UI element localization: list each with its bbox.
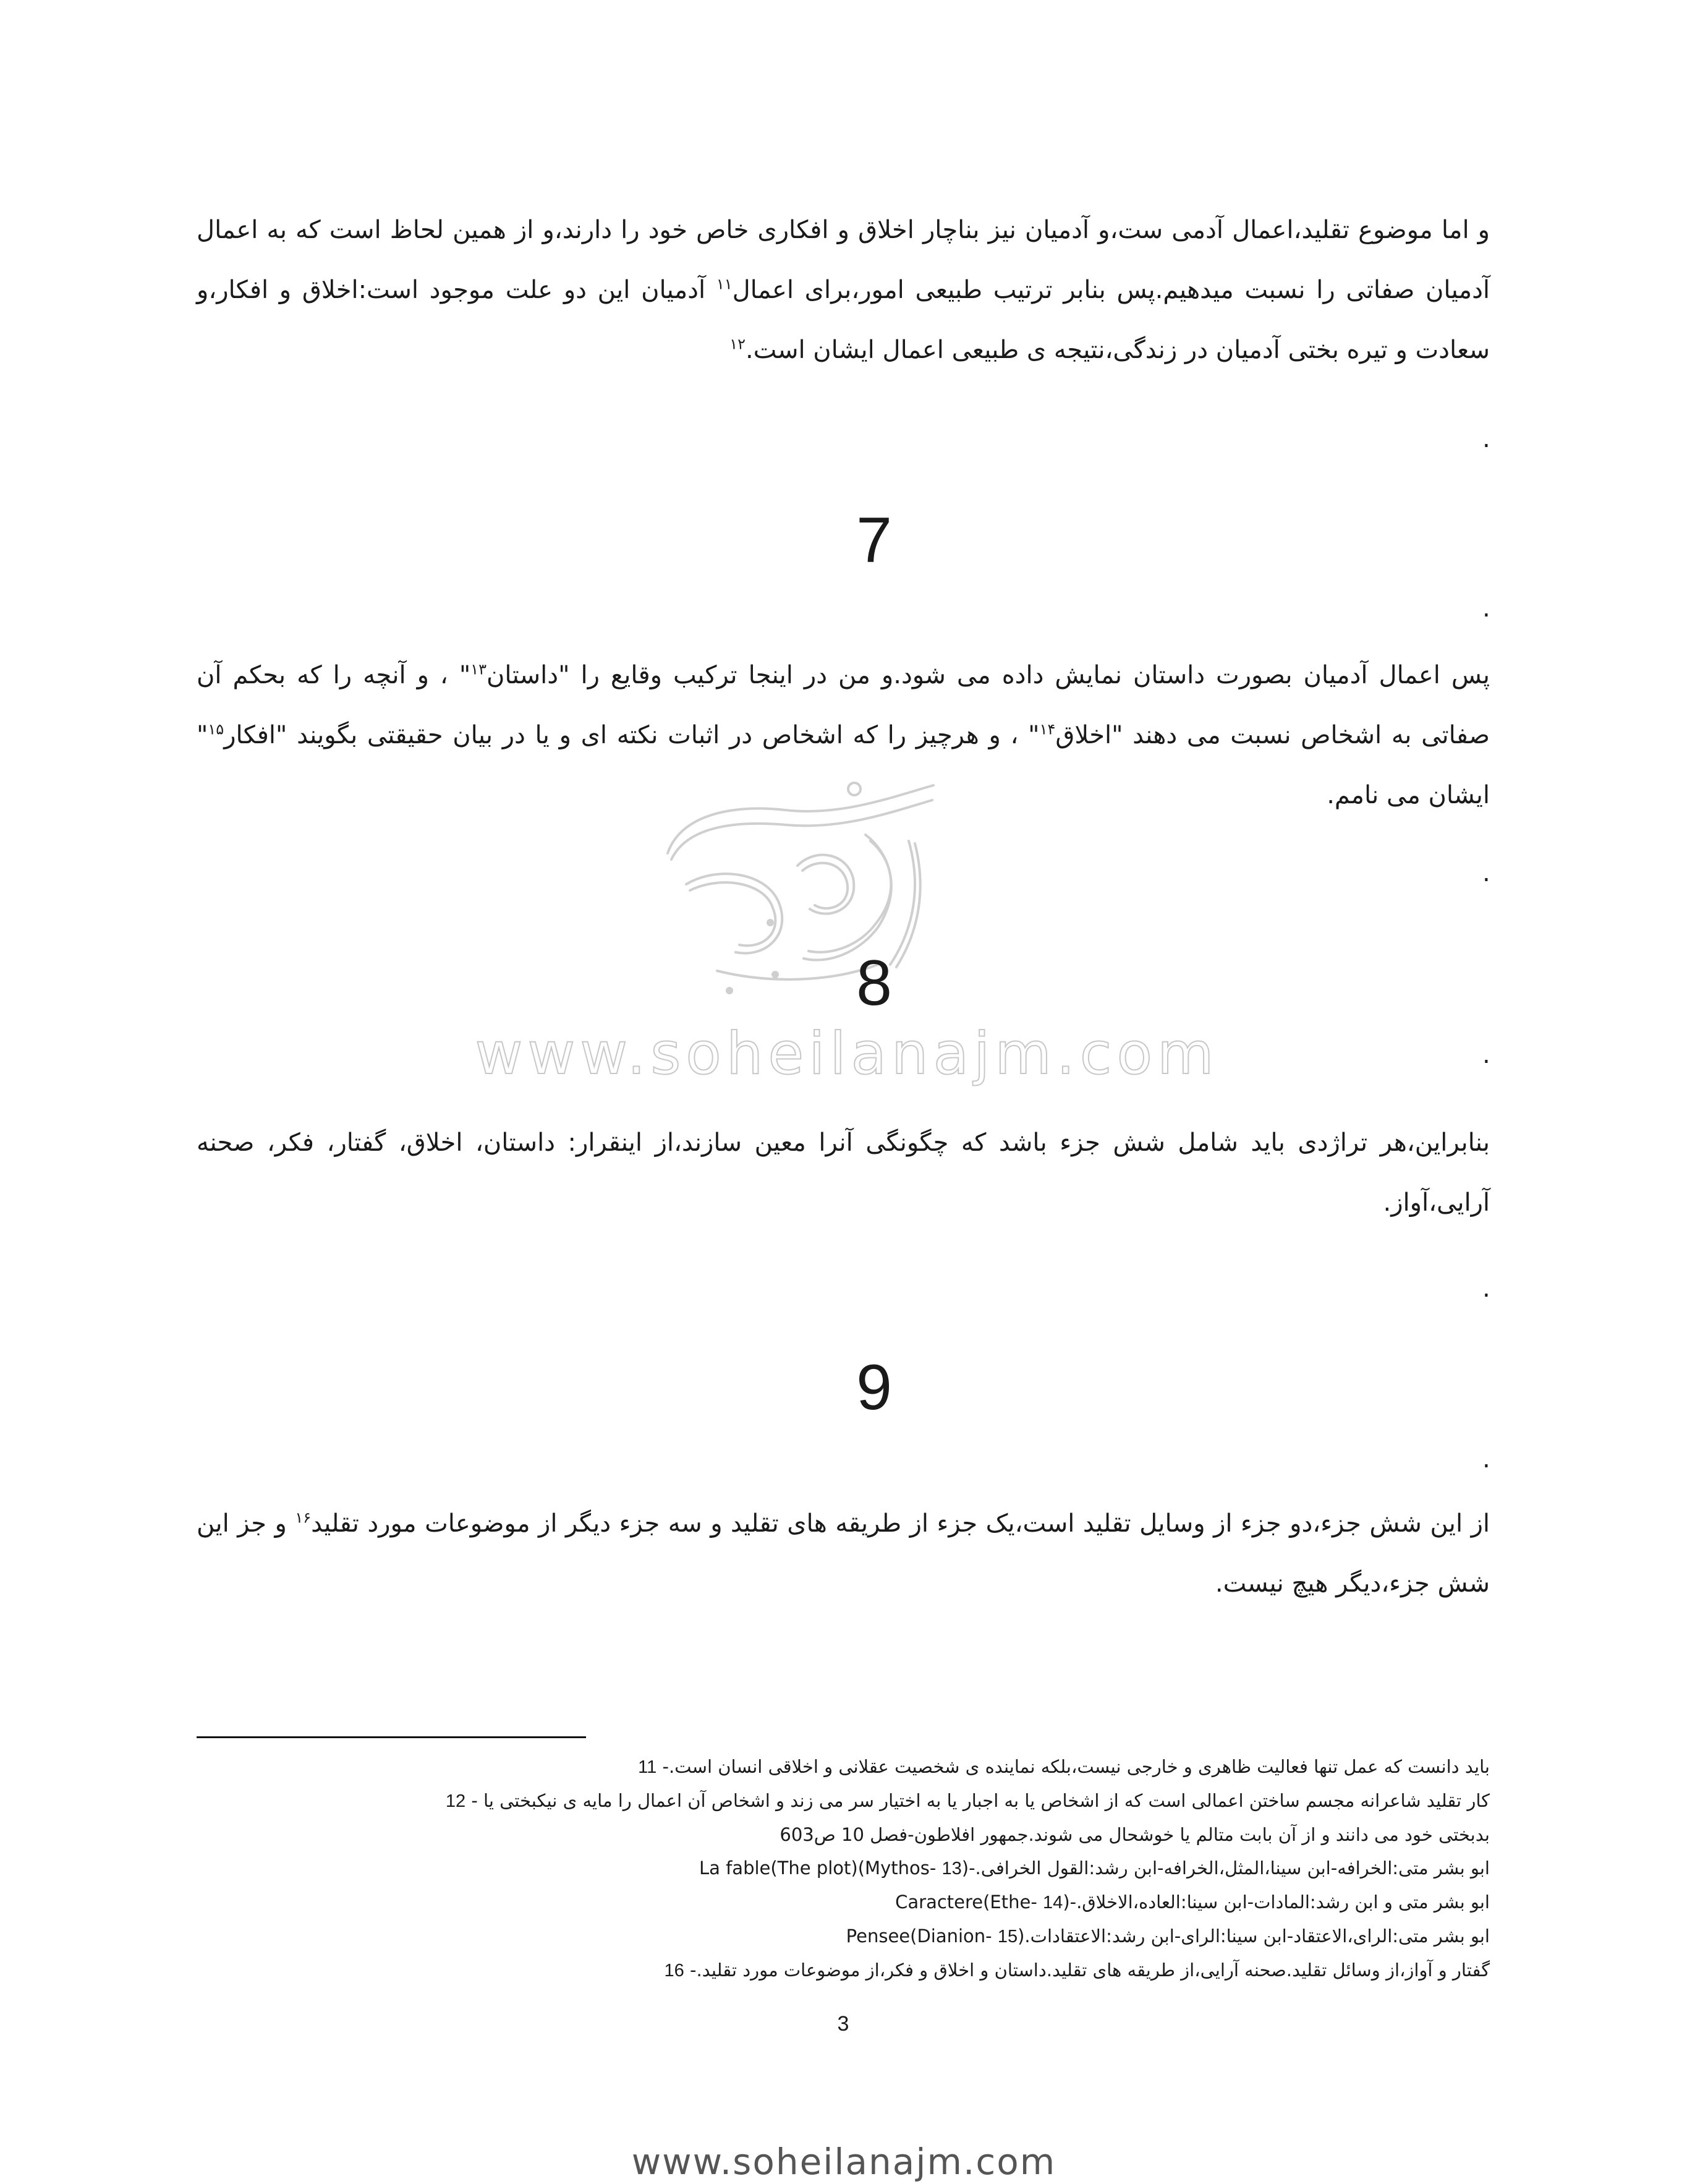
footnote-11: باید دانست که عمل تنها فعالیت ظاهری و خارجی نیست،بلکه نماینده ی شخصیت عقلانی و اخلاقی انسان است.- 11 — [638, 1756, 1490, 1777]
footnote-separator — [197, 1736, 586, 1738]
separator-dot: . — [1482, 594, 1490, 623]
paragraph-3: بنابراین،هر تراژدی باید شامل شش جزء باشد که چگونگی آنرا معین سازند،از اینقرار: داستان، اخلاق، گفتار، فکر، صحنه آرایی،آواز. — [197, 1128, 1490, 1217]
section-heading-8: 8 — [856, 947, 892, 1019]
separator-dot: . — [1482, 859, 1490, 887]
separator-dot: . — [1482, 1445, 1490, 1474]
footnote-15: ابو بشر متی:الرای،الاعتقاد-ابن سینا:الرای-ابن رشد:الاعتقادات.(Pensee(Dianion- 15 — [846, 1926, 1490, 1947]
footnote-12: کار تقلید شاعرانه مجسم ساختن اعمالی است که از اشخاص یا به اجبار یا به اختیار سر می زند و اشخاص آن اعمال را مایه ی نیکبختی یا - 12 — [445, 1790, 1490, 1811]
page-number: 3 — [837, 2012, 849, 2036]
footnote-12-continued: بدبختی خود می دانند و از آن بابت متالم یا خوشحال می شوند.جمهور افلاطون-فصل 10 ص603 — [780, 1824, 1490, 1845]
footnote-ref-13: ۱۳ — [470, 660, 487, 678]
paragraph-4: از این شش جزء،دو جزء از وسایل تقلید است،یک جزء از طریقه های تقلید و سه جزء دیگر از موضوعات مورد تقلید$^{۱۶}$ و جز این شش جزء،دیگر هیچ نیست. — [197, 1509, 1490, 1598]
paragraph-2: پس اعمال آدمیان بصورت داستان نمایش داده می شود.و من در اینجا ترکیب وقایع را "داستان$^{۱۳}$" ، و آنچه را که بحکم آن صفاتی به اشخاص نسبت می دهند "اخلاق$^{۱۴}$" ، و هرچیز را که اشخاص در اثبات نکته ای و یا در بیان حقیقتی بگویند "افکار$^{۱۵}$" ایشان می نامم. — [197, 660, 1490, 809]
footnotes — [197, 1750, 1490, 1987]
footnote-ref-15: ۱۵ — [208, 720, 224, 738]
section-heading-7: 7 — [856, 505, 892, 576]
separator-dot: . — [1482, 1274, 1490, 1303]
footnote-ref-11: ۱۱ — [716, 275, 733, 293]
footnote-13: ابو بشر متی:الخرافه-ابن سینا،المثل،الخرافه-ابن رشد:القول الخرافی.-(La fable(The plot)(Mythos- 13 — [699, 1858, 1490, 1879]
watermark-url: www.soheilanajm.com — [475, 1020, 1219, 1088]
footnote-16: گفتار و آواز،از وسائل تقلید.صحنه آرایی،از طریقه های تقلید.داستان و اخلاق و فکر،از موضوعات مورد تقلید.- 16 — [664, 1960, 1490, 1981]
separator-dot: . — [1482, 1041, 1490, 1069]
section-heading-9: 9 — [856, 1352, 892, 1423]
footnote-14: ابو بشر متی و ابن رشد:المادات-ابن سینا:العاده،الاخلاق.-(Caractere(Ethe- 14 — [895, 1892, 1490, 1913]
footnote-ref-12: ۱۲ — [729, 335, 746, 353]
site-url-footer[interactable]: www.soheilanajm.com — [631, 2141, 1056, 2183]
footnote-ref-16: ۱۶ — [295, 1509, 312, 1527]
separator-dot: . — [1482, 425, 1490, 453]
footnote-ref-14: ۱۴ — [1039, 720, 1056, 738]
paragraph-1: و اما موضوع تقلید،اعمال آدمی ست،و آدمیان نیز بناچار اخلاق و افکاری خاص خود را دارند،و از همین لحاظ است که به اعمال آدمیان صفاتی را نسبت میدهیم.پس بنابر ترتیب طبیعی امور،برای اعمال$^{۱۱}$ آدمیان این دو علت موجود است:اخلاق و افکار،و سعادت و تیره بختی آدمیان در زندگی،نتیجه ی طبیعی اعمال ایشان است.$^{۱۲}$ — [197, 216, 1490, 364]
